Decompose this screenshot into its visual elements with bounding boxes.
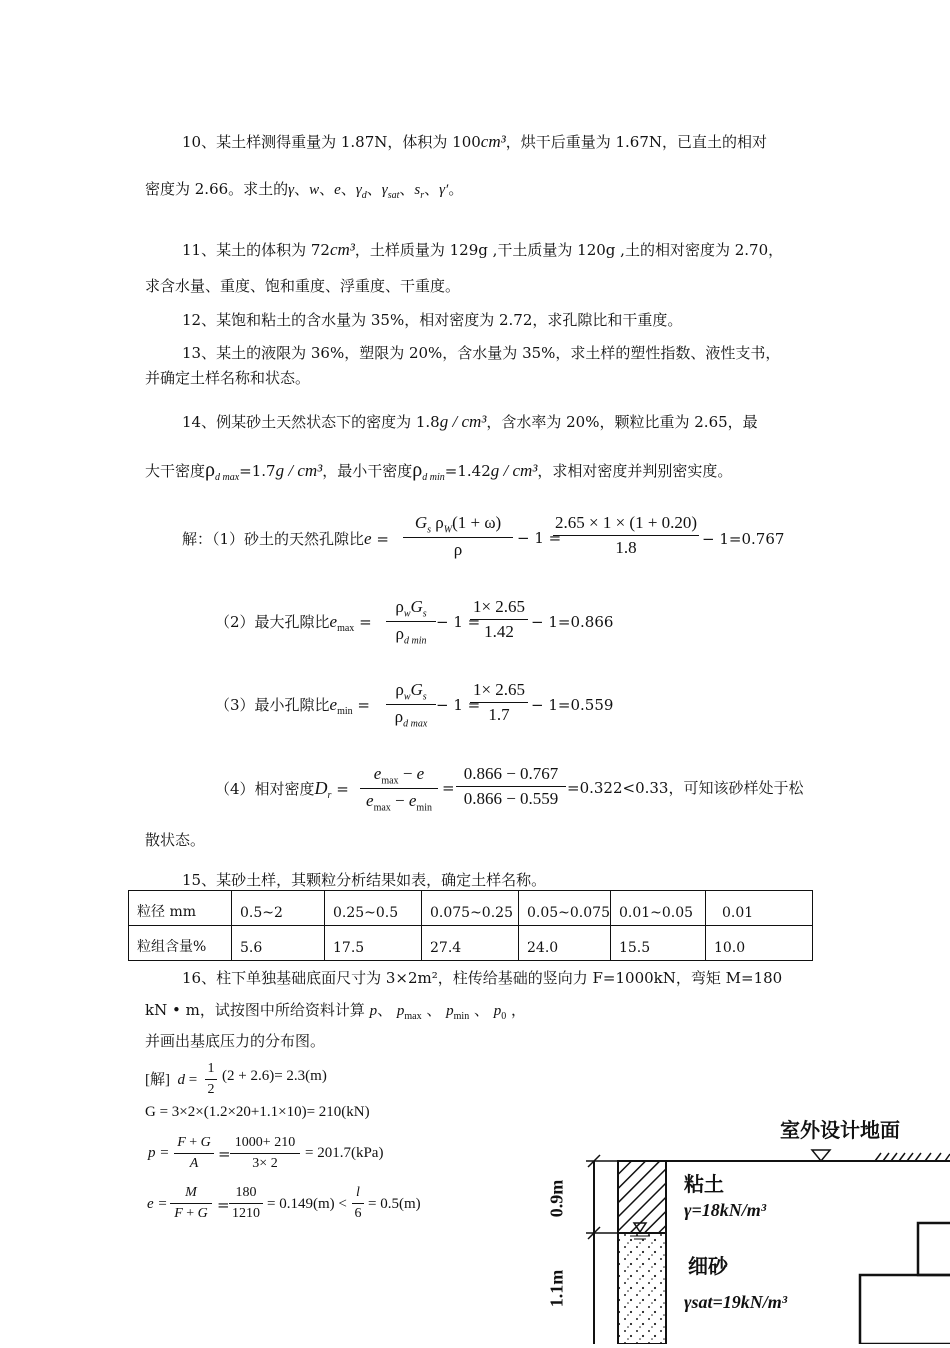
sand-layer-column xyxy=(618,1233,666,1344)
p14-s2-label: （2）最大孔隙比$e_{max}$ = xyxy=(215,612,372,634)
p16-eq-G: G = 3×2×(1.2×20+1.1×10)= 210(kN) xyxy=(145,1104,370,1120)
p16-e-frac3: $\frac{l}{6}$ xyxy=(352,1185,364,1222)
p16-p-result: = 201.7(kPa) xyxy=(305,1145,384,1161)
p10-line1: 10、某土样测得重量为 1.87N，体积为 100cm³，烘干后重量为 1.67N，已直土的相对 xyxy=(182,132,767,151)
p16-e-frac1: $\frac{M}{F + G}$ xyxy=(170,1185,212,1222)
table-cell: 0.05~0.075 xyxy=(519,891,611,926)
p16-line3: 并画出基底压力的分布图。 xyxy=(145,1032,326,1050)
layer2-gamma: γsat=19kN/m³ xyxy=(684,1292,788,1312)
p14-line1: 14、例某砂土天然状态下的密度为 1.8g / cm³，含水率为 20%，颗粒比重为 2.65，最 xyxy=(182,412,758,431)
p16-e-result: = 0.149(m) < xyxy=(267,1196,347,1212)
p14-s1-label: 解：（1）砂土的天然孔隙比e = xyxy=(182,529,389,548)
p14-s4-cont: 散状态。 xyxy=(145,831,206,849)
ground-label: 室外设计地面 xyxy=(780,1118,900,1142)
p16-p-eq: = xyxy=(218,1145,231,1163)
layer1-name: 粘土 xyxy=(684,1172,724,1196)
p14-s1-frac2: $\frac{2.65 \times 1 \times (1 + 0.20)}{1.8}$ xyxy=(555,513,698,557)
table-cell: 27.4 xyxy=(422,926,519,961)
p16-d-frac: $\frac{1}{2}$ xyxy=(205,1061,217,1098)
table-cell: 17.5 xyxy=(325,926,422,961)
p12-line1: 12、某饱和粘土的含水量为 35%，相对密度为 2.72，求孔隙比和干重度。 xyxy=(182,311,683,329)
p14-s1-minus: − 1 = xyxy=(517,529,562,547)
layer1-depth: 0.9m xyxy=(546,1179,567,1218)
table-row xyxy=(129,891,813,926)
p14-s2-minus: − 1 = xyxy=(436,613,481,631)
p16-e-frac2: $\frac{180}{1210}$ xyxy=(229,1185,263,1222)
p14-s3-result: − 1=0.559 xyxy=(531,696,614,714)
p16-e-result2: = 0.5(m) xyxy=(368,1196,421,1212)
p16-p-lhs: p = xyxy=(148,1145,170,1161)
p14-s4-label: （4）相对密度$D_r$ = xyxy=(215,778,349,801)
table-cell: 0.01~0.05 xyxy=(610,891,705,926)
table-cell: 0.25~0.5 xyxy=(325,891,422,926)
p16-e-lhs: e = xyxy=(147,1196,168,1212)
ground-marker-icon xyxy=(812,1150,830,1161)
p15-line1: 15、某砂土样，其颗粒分析结果如表，确定土样名称。 xyxy=(182,871,547,889)
p16-p-frac1: $\frac{F + G}{A}$ xyxy=(174,1135,214,1172)
table-row xyxy=(129,926,813,961)
table-cell: 15.5 xyxy=(610,926,705,961)
layer2-depth: 1.1m xyxy=(546,1269,567,1308)
p16-d-eq: (2 + 2.6)= 2.3(m) xyxy=(222,1068,327,1084)
grain-size-table xyxy=(128,890,813,961)
p14-s2-frac1: $\rho_wG_s$ $\rho_{d min}$ xyxy=(386,597,436,647)
table-cell: 0.075~0.25 xyxy=(422,891,519,926)
table-cell: 粒组含量% xyxy=(129,926,232,961)
p14-s1-result: − 1=0.767 xyxy=(702,530,785,548)
foundation-figure xyxy=(546,1100,950,1344)
layer2-name: 细砂 xyxy=(688,1254,728,1278)
p16-line1: 16、柱下单独基础底面尺寸为 3×2m²，柱传给基础的竖向力 F=1000kN，弯矩 M=180 xyxy=(182,969,783,987)
p10-line2: 密度为 2.66。求土的γ、w、e、$\gamma_d$、$\gamma_{sat}$、$s_r$、γ′。 xyxy=(145,180,464,201)
p14-s4-frac2: $\frac{0.866 - 0.767}{0.866 - 0.559}$ xyxy=(456,764,566,809)
p14-s3-label: （3）最小孔隙比$e_{min}$ = xyxy=(215,695,370,717)
footing-outline xyxy=(860,1275,950,1344)
p14-s2-frac2: $\frac{1\times 2.65}{1.42}$ xyxy=(470,597,528,642)
p16-sol-d: [解] d = xyxy=(145,1072,198,1088)
p16-line2: kN • m，试按图中所给资料计算 p、 $p_{max}$ 、 $p_{min}$ 、 $p_0$ ， xyxy=(145,1001,527,1022)
layer1-gamma: γ=18kN/m³ xyxy=(684,1200,767,1220)
clay-layer-column xyxy=(618,1161,666,1233)
table-cell: 0.01 xyxy=(705,891,812,926)
table-cell: 10.0 xyxy=(705,926,812,961)
p14-s2-result: − 1=0.866 xyxy=(531,613,614,631)
p11-line2: 求含水量、重度、饱和重度、浮重度、干重度。 xyxy=(145,277,461,295)
p13-line2: 并确定土样名称和状态。 xyxy=(145,369,311,387)
p14-s3-minus: − 1 = xyxy=(436,696,481,714)
p14-s4-frac1: $e_{max} - e$ $e_{max} - e_{min}$ xyxy=(360,764,438,814)
table-cell: 24.0 xyxy=(519,926,611,961)
table-cell: 粒径 mm xyxy=(129,891,232,926)
column-outline xyxy=(918,1223,950,1275)
p13-line1: 13、某土的液限为 36%，塑限为 20%，含水量为 35%，求土样的塑性指数、液性支书， xyxy=(182,344,781,362)
table-cell: 5.6 xyxy=(232,926,325,961)
p14-line2: 大干密度$\rho_{d max}=1.7g / cm^3$，最小干密度$\rho_{d min}=1.42g / cm^3$，求相对密度并判别密实度。 xyxy=(145,459,733,483)
p14-s4-result: =0.322<0.33，可知该砂样处于松 xyxy=(567,779,804,797)
table-cell: 0.5~2 xyxy=(232,891,325,926)
p14-s1-frac1: $\frac{G_s \rho_W(1 + \omega)}{\rho}$ xyxy=(403,513,513,560)
p16-e-eq: = xyxy=(217,1196,230,1214)
p14-s3-frac1: $\rho_wG_s$ $\rho_{d max}$ xyxy=(386,680,436,730)
p14-s3-frac2: $\frac{1\times 2.65}{1.7}$ xyxy=(470,680,528,725)
p16-p-frac2: $\frac{1000+ 210}{3\times 2}$ xyxy=(230,1135,300,1172)
p11-line1: 11、某土的体积为 72cm³，土样质量为 129g ,干土质量为 120g ,土的相对密度为 2.70， xyxy=(182,240,784,259)
p14-s4-eq: = xyxy=(442,779,455,797)
